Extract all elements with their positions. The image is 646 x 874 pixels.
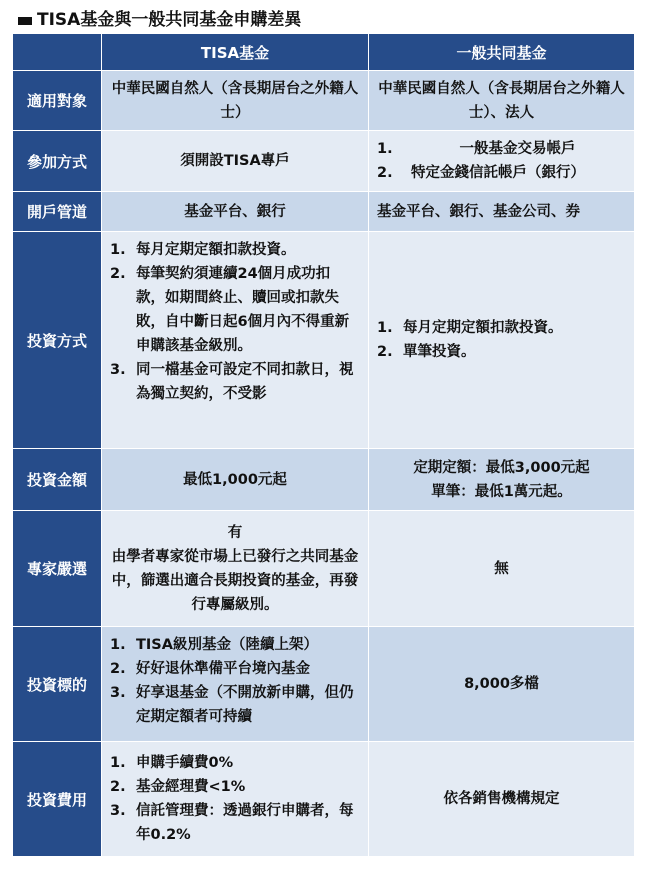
investment-tisa-list [102, 238, 368, 406]
selection-tisa-line-1: 有 [227, 524, 243, 541]
list-item: 1. 每月定期定額扣款投資。 [377, 320, 563, 336]
eligibility-tisa: 中華民國自然人（含長期居台之外籍人士） [102, 71, 369, 131]
row-selection [13, 511, 635, 627]
list-item: 1. TISA級別基金（陸續上架） [110, 637, 318, 653]
list-item: 2. 每筆契約須連續24個月成功扣款，如期間終止、贖回或扣款失敗，自中斷日起6個月內不得重新申購該基金級別。 [110, 266, 350, 354]
selection-general: 無 [369, 511, 635, 627]
page-title [18, 6, 301, 28]
list-item: 3. 好享退基金（不開放新申購，但仍定期定額者可持續 [110, 685, 354, 725]
row-label-method: 參加方式 [13, 131, 102, 192]
investment-general-list [369, 316, 634, 364]
targets-tisa-list [102, 633, 368, 729]
header-general: 一般共同基金 [369, 34, 635, 71]
row-label-eligibility: 適用對象 [13, 71, 102, 131]
row-label-investment: 投資方式 [13, 232, 102, 449]
table-header-row [13, 34, 635, 71]
row-amount [13, 449, 635, 511]
comparison-table [12, 33, 635, 857]
targets-tisa-clip [102, 627, 368, 741]
fees-general: 依各銷售機構規定 [369, 742, 635, 857]
method-general [369, 131, 635, 192]
row-label-channel: 開戶管道 [13, 192, 102, 232]
fees-tisa [102, 742, 369, 857]
row-targets [13, 627, 635, 742]
eligibility-general: 中華民國自然人（含長期居台之外籍人士）、法人 [369, 71, 635, 131]
channel-general [369, 192, 635, 232]
method-tisa: 須開設TISA專戶 [102, 131, 369, 192]
channel-general-text: 基金平台、銀行、基金公司、券 [377, 203, 580, 220]
targets-tisa [102, 627, 369, 742]
amount-general [369, 449, 635, 511]
list-item: 2. 好好退休準備平台境內基金 [110, 661, 310, 677]
header-corner [13, 34, 102, 71]
investment-tisa [102, 232, 369, 449]
row-label-fees: 投資費用 [13, 742, 102, 857]
selection-tisa-line-2: 由學者專家從市場上已發行之共同基金中，篩選出適合長期投資的基金，再發行專屬級別。 [111, 548, 359, 613]
selection-tisa [102, 511, 369, 627]
investment-general [369, 232, 635, 449]
row-label-amount: 投資金額 [13, 449, 102, 511]
amount-general-line-1: 定期定額：最低3,000元起 [413, 459, 590, 476]
amount-tisa: 最低1,000元起 [102, 449, 369, 511]
investment-tisa-clip [102, 232, 368, 448]
row-method [13, 131, 635, 192]
row-fees [13, 742, 635, 857]
row-channel [13, 192, 635, 232]
list-item: 2. 單筆投資。 [377, 344, 476, 360]
list-item: 1. 每月定期定額扣款投資。 [110, 242, 296, 258]
list-item: 2. 基金經理費<1% [110, 779, 246, 795]
row-label-selection: 專家嚴選 [13, 511, 102, 627]
list-item: 3. 信託管理費：透過銀行申購者，每年0.2% [110, 803, 354, 843]
fees-tisa-list [102, 751, 368, 847]
page-title-text: TISA基金與一般共同基金申購差異 [37, 9, 302, 30]
row-eligibility [13, 71, 635, 131]
targets-general: 8,000多檔 [369, 627, 635, 742]
list-item: 1. 一般基金交易帳戶 [377, 141, 576, 157]
method-general-list [369, 137, 634, 185]
row-label-targets: 投資標的 [13, 627, 102, 742]
list-item: 2. 特定金錢信託帳戶（銀行） [377, 165, 585, 181]
header-tisa: TISA基金 [102, 34, 369, 71]
list-item: 3. 同一檔基金可設定不同扣款日，視為獨立契約，不受影 [110, 362, 354, 402]
row-investment [13, 232, 635, 449]
channel-tisa: 基金平台、銀行 [102, 192, 369, 232]
amount-general-line-2: 單筆：最低1萬元起。 [431, 483, 572, 500]
title-bullet-bar [18, 17, 32, 25]
list-item: 1. 申購手續費0% [110, 755, 234, 771]
